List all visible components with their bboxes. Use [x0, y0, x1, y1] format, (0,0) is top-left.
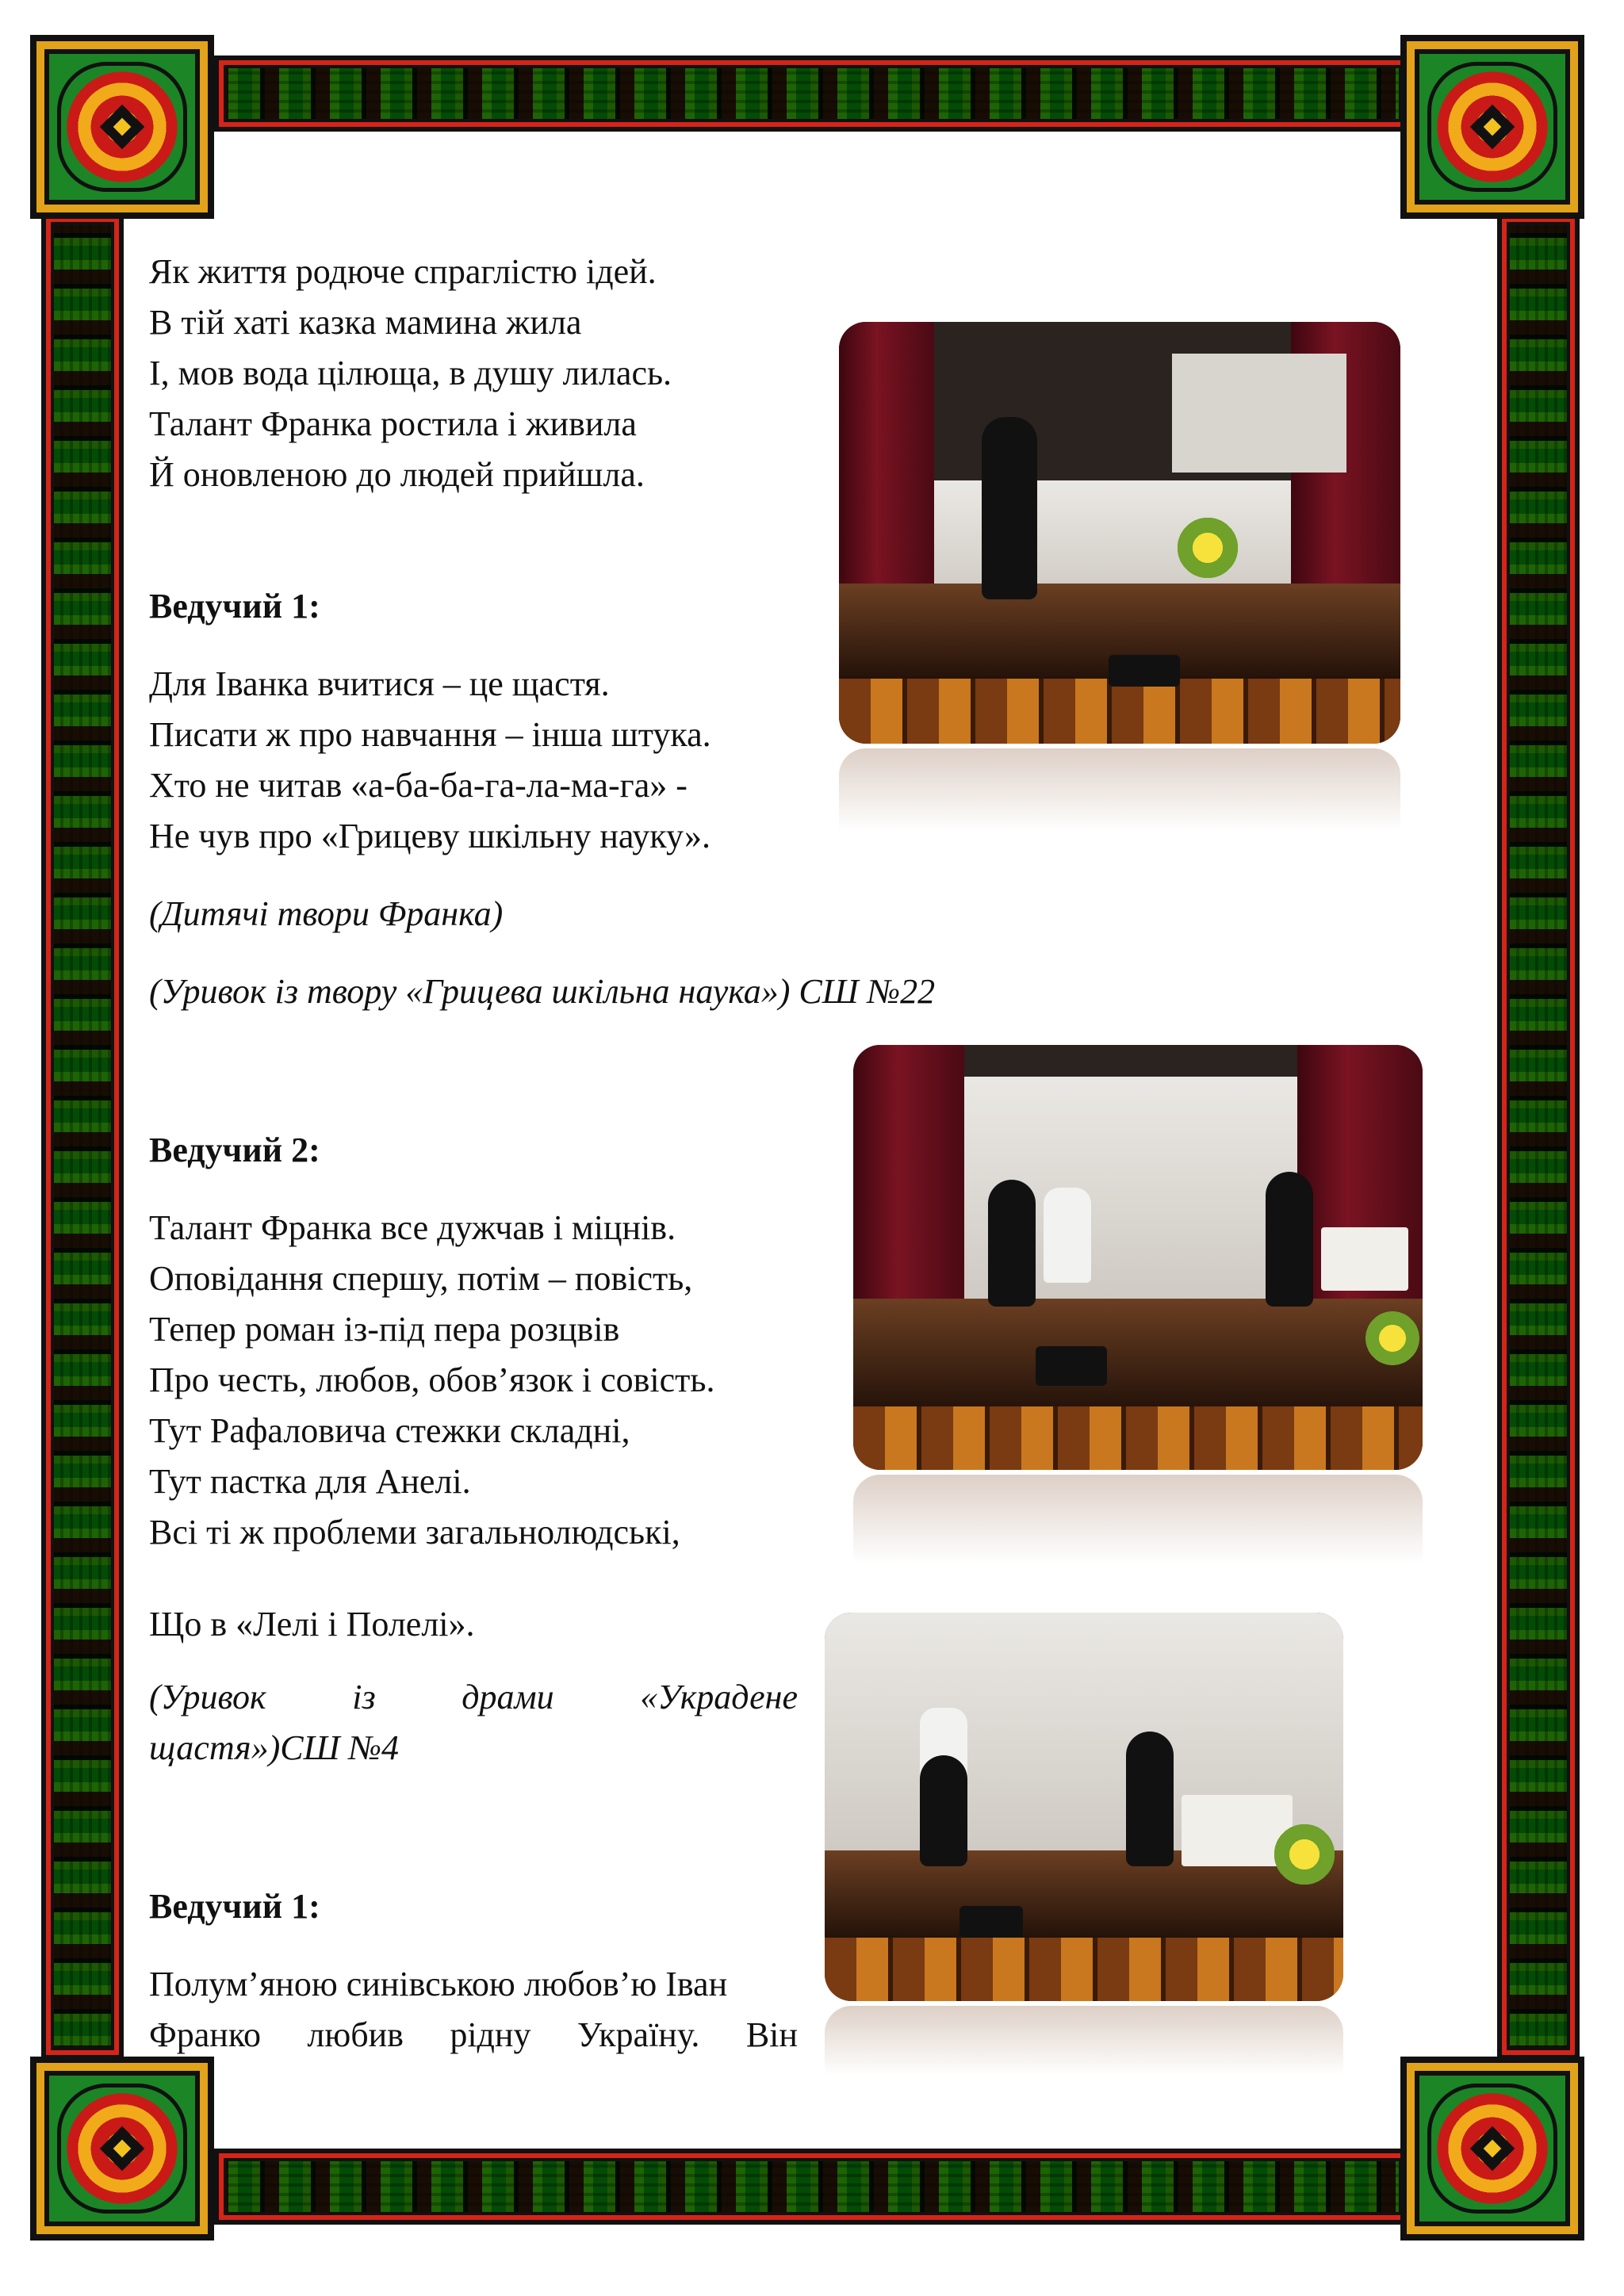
prose-word: Україну.	[576, 2015, 700, 2054]
ornament-corner-bottom-left	[30, 2057, 214, 2241]
stage-note-word: драми	[462, 1678, 554, 1716]
prose-word: Франко	[149, 2015, 261, 2054]
prose-word: любив	[307, 2015, 404, 2054]
stage-photo-3-reflection	[825, 2006, 1343, 2093]
stanza-1-line: І, мов вода цілюща, в душу лилась.	[149, 354, 672, 392]
stage-photo-2	[853, 1045, 1423, 1470]
prose-line: Полум’яною синівською любов’ю Іван	[149, 1965, 728, 2003]
stage-note-word: «Украдене	[640, 1678, 798, 1716]
ornament-corner-top-right	[1400, 35, 1584, 219]
stage-note-justified	[149, 1671, 798, 1723]
stage-photo-1	[839, 322, 1400, 744]
stanza-3-line: Талант Франка все дужчав і міцнів.	[149, 1208, 676, 1247]
stanza-3-line: Всі ті ж проблеми загальнолюдські,	[149, 1513, 680, 1552]
stage-note-word: із	[352, 1678, 376, 1716]
ornament-border-left	[41, 212, 124, 2060]
stage-note: (Уривок із твору «Грицева шкільна наука») СШ №22	[149, 972, 936, 1011]
stage-note-word: (Уривок	[149, 1678, 266, 1716]
stage-photo-3	[825, 1613, 1343, 2001]
stanza-3-line: Тепер роман із-під пера розцвів	[149, 1310, 620, 1349]
ornament-border-bottom	[214, 2149, 1411, 2225]
stanza-1-line: В тій хаті казка мамина жила	[149, 303, 582, 342]
prose-word: Він	[745, 2015, 798, 2054]
ornament-corner-bottom-right	[1400, 2057, 1584, 2241]
speaker-heading: Ведучий 2:	[149, 1131, 320, 1169]
stanza-3-line: Оповідання спершу, потім – повість,	[149, 1259, 693, 1298]
stanza-2-line: Писати ж про навчання – інша штука.	[149, 715, 711, 754]
stanza-3-line: Тут пастка для Анелі.	[149, 1462, 471, 1501]
ornament-border-top	[214, 55, 1411, 132]
stage-note: (Дитячі твори Франка)	[149, 894, 504, 933]
stanza-3-line: Про честь, любов, обов’язок і совість.	[149, 1360, 715, 1399]
ornament-corner-top-left	[30, 35, 214, 219]
ornament-border-right	[1497, 212, 1580, 2060]
stanza-1-line: Як життя родюче спраглістю ідей.	[149, 252, 657, 291]
prose-line-justified	[149, 2009, 798, 2061]
stanza-2-line: Не чув про «Грицеву шкільну науку».	[149, 817, 711, 855]
stanza-3-closing-line: Що в «Лелі і Полелі».	[149, 1605, 475, 1644]
stanza-3-line: Тут Рафаловича стежки складні,	[149, 1411, 630, 1450]
stanza-1-line: Талант Франка ростила і живила	[149, 404, 637, 443]
speaker-heading: Ведучий 1:	[149, 1887, 320, 1926]
prose-word: рідну	[450, 2015, 531, 2054]
stage-photo-2-reflection	[853, 1475, 1423, 1586]
stage-photo-1-reflection	[839, 748, 1400, 851]
stanza-2-line: Для Іванка вчитися – це щастя.	[149, 664, 610, 703]
speaker-heading: Ведучий 1:	[149, 587, 320, 626]
stanza-2-line: Хто не читав «а-ба-ба-га-ла-ма-га» -	[149, 766, 688, 805]
stage-note: щастя»)СШ №4	[149, 1728, 399, 1767]
stanza-1-line: Й оновленою до людей прийшла.	[149, 455, 645, 494]
